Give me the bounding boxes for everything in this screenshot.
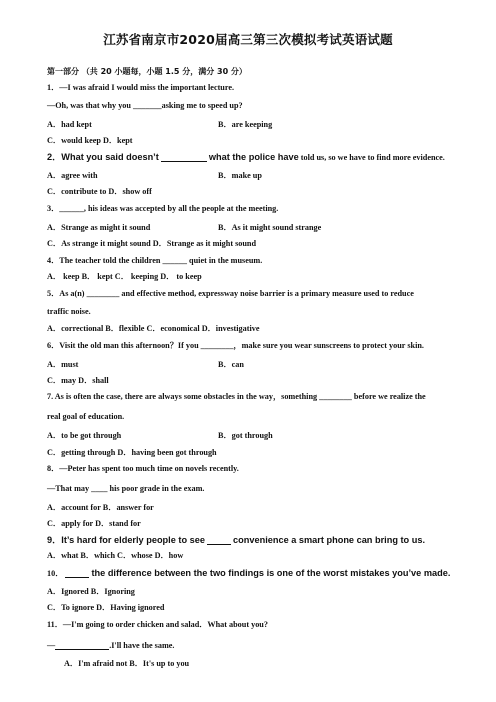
q6-options-cd: C．may D．shall [47,376,109,385]
q6-stem: 6．Visit the old man this afternoon？If you ________，make sure you wear sunscreens to protect your skin. [47,341,424,350]
q4-stem: 4．The teacher told the children ______ quiet in the museum. [47,256,263,265]
q11-dash: — [47,640,56,650]
q5-stem-2: traffic noise. [47,307,91,316]
q10-options-cd: C．To ignore D．Having ignored [47,603,165,612]
q7-option-b: B．got through [218,431,273,440]
q8-stem-2: —That may ____ his poor grade in the exam. [47,484,205,493]
q1-options-cd: C．would keep D．kept [47,136,133,145]
q10-stem-text: the difference between the two findings is one of the worst mistakes you’ve made. [91,568,451,578]
q6-option-a: A．must [47,360,79,369]
q6-option-b: B．can [218,360,244,369]
q11-stem: 11．—I'm going to order chicken and salad．What about you? [47,620,268,629]
q2-option-a: A．agree with [47,171,98,180]
q3-stem: 3．______, his ideas was accepted by all the people at the meeting. [47,204,279,213]
q11-stem-2 [47,641,174,650]
q9-options: A．what B．which C．whose D．how [47,551,184,560]
q2-stem-part1: 2．What you said doesn’t [47,152,159,162]
q7-stem: 7. As is often the case, there are always some obstacles in the way，something ________ before we realize the [47,392,426,401]
q8-options-ab: A．account for B．answer for [47,503,154,512]
blank-line [55,641,109,650]
q4-options: A． keep B． kept C． keeping D． to keep [47,272,202,281]
blank-line [65,569,89,578]
q2-stem [47,153,445,162]
q9-stem-part1: 9．It’s hard for elderly people to see [47,535,205,545]
q10-number: 10． [47,569,64,578]
blank-line [207,536,231,545]
q1-option-b: B．are keeping [218,120,273,129]
q2-stem-part2: what the police have [208,152,299,162]
page-title: 江苏省南京市2020届高三第三次模拟考试英语试题 [103,32,393,47]
q1-stem: 1．—I was afraid I would miss the important lecture. [47,83,235,92]
q8-options-cd: C．apply for D．stand for [47,519,141,528]
section-header: 第一部分 （共 20 小题每，小题 1.5 分，满分 30 分） [47,67,247,76]
q2-stem-part3: told us, so we have to find more evidence. [300,153,445,162]
q2-option-b: B．make up [218,171,262,180]
q7-option-a: A．to be got through [47,431,122,440]
q10-options-ab: A．Ignored B．Ignoring [47,587,135,596]
blank-line [161,153,207,162]
q5-options: A．correctional B．flexible C．economical D．investigative [47,324,260,333]
q11-options-ab: A．I'm afraid not B．It's up to you [64,659,190,668]
q9-stem [47,536,425,545]
q7-stem-2: real goal of education. [47,412,125,421]
q1-stem-2: —Oh, was that why you _______asking me to speed up? [47,101,243,110]
q11-reply: .I'll have the same. [109,640,175,650]
q9-stem-part2: convenience a smart phone can bring to us. [233,535,425,545]
q3-options-cd: C．As strange it might sound D．Strange as it might sound [47,239,257,248]
q10-stem [47,569,450,578]
q3-option-a: A．Strange as might it sound [47,223,151,232]
q2-options-cd: C．contribute to D．show off [47,187,152,196]
q5-stem: 5．As a(n) ________ and effective method, expressway noise barrier is a primary measure used to reduce [47,289,414,298]
q3-option-b: B．As it might sound strange [218,223,322,232]
q1-option-a: A．had kept [47,120,92,129]
q8-stem: 8．—Peter has spent too much time on novels recently. [47,464,239,473]
q7-options-cd: C．getting through D．having been got through [47,448,217,457]
